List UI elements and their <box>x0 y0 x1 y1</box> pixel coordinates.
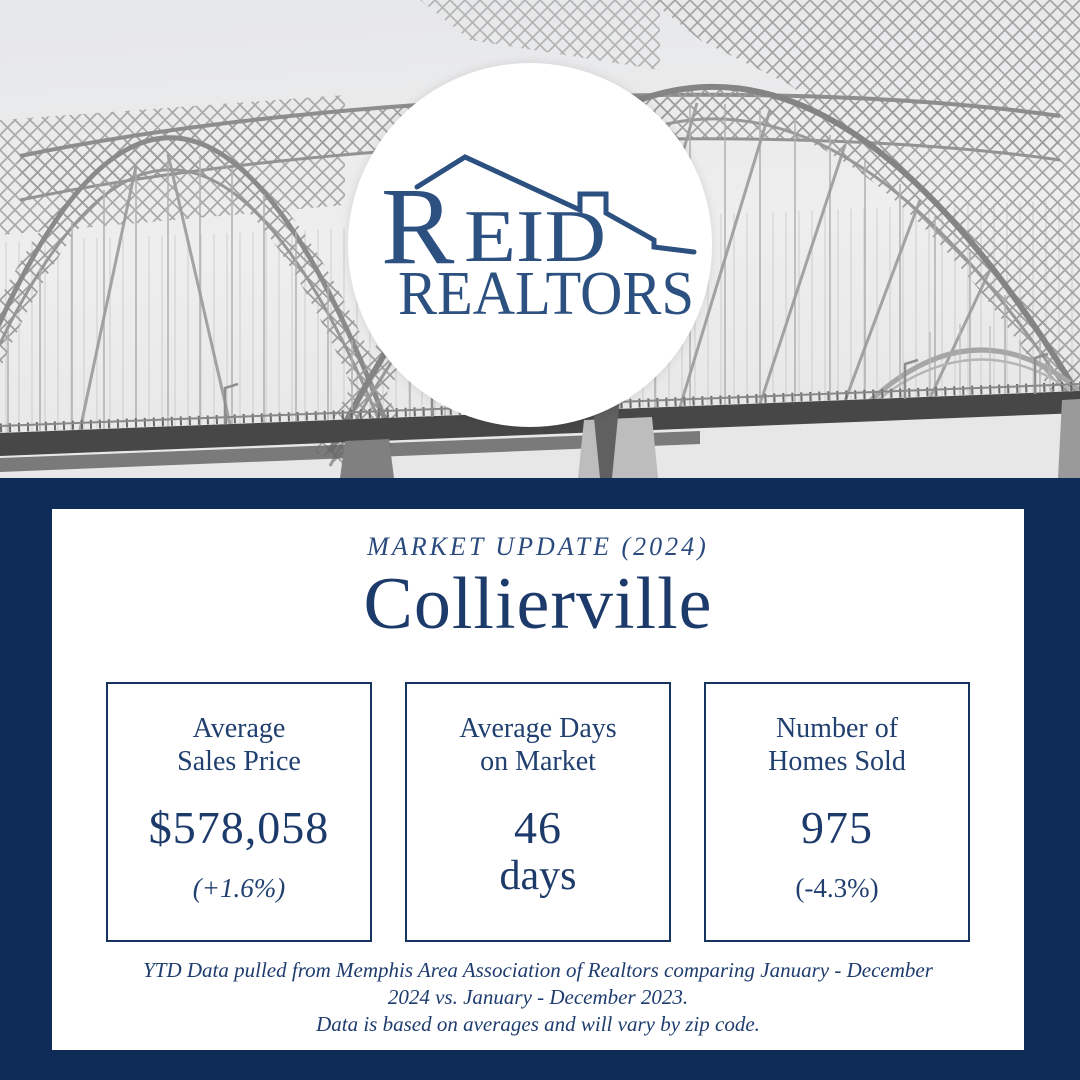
stat-label-line1: Number of <box>775 712 899 744</box>
brand-name: EID <box>464 196 606 278</box>
stat-label-line2: Homes Sold <box>768 745 906 777</box>
disclaimer-line-1: YTD Data pulled from Memphis Area Association of Realtors comparing January - December <box>143 957 933 982</box>
stat-box-average-days-on-market <box>405 682 671 942</box>
stat-box-average-sales-price <box>106 682 372 942</box>
brand-initial: R <box>381 165 455 287</box>
disclaimer <box>52 957 1024 1038</box>
stat-label <box>459 712 616 778</box>
brand-logo <box>348 63 712 427</box>
stat-change: (+1.6%) <box>192 872 286 903</box>
market-panel <box>0 478 1080 1080</box>
stat-value: 46 <box>514 801 562 853</box>
market-update-eyebrow: MARKET UPDATE (2024) <box>367 532 709 561</box>
stat-box-number-of-homes-sold <box>704 682 970 942</box>
stat-label <box>768 712 906 778</box>
stat-label-line2: Sales Price <box>177 745 301 777</box>
stat-label-line2: on Market <box>480 745 596 777</box>
stat-label <box>177 712 301 778</box>
stat-change: (-4.3%) <box>795 872 879 903</box>
city-title: Collierville <box>363 563 713 645</box>
disclaimer-line-3: Data is based on averages and will vary by zip code. <box>316 1011 760 1036</box>
logo-badge <box>348 63 712 427</box>
stat-label-line1: Average Days <box>459 712 617 744</box>
stat-label-line1: Average <box>192 712 286 744</box>
disclaimer-line-2: 2024 vs. January - December 2023. <box>387 984 689 1009</box>
stat-unit: days <box>499 852 577 899</box>
stats-row <box>52 682 1024 942</box>
bridge-photo <box>0 0 1080 478</box>
stat-value: 975 <box>801 801 873 853</box>
stat-value: $578,058 <box>148 801 330 853</box>
market-card <box>52 509 1024 1050</box>
brand-realtors: REALTORS <box>398 260 694 328</box>
